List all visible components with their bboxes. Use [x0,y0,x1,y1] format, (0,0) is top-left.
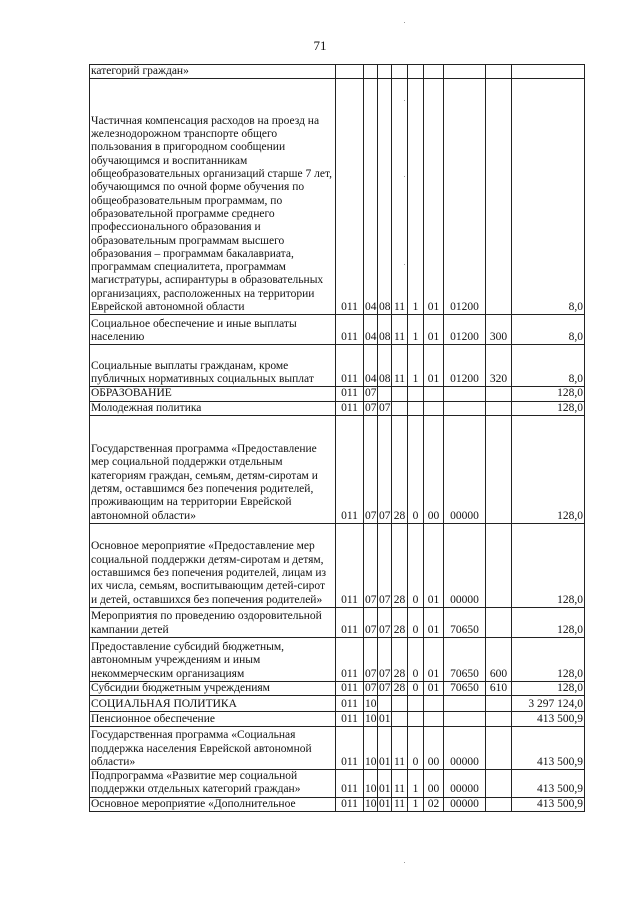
table-row [90,65,585,79]
row-csr4-cell [444,712,486,727]
row-pr-cell: 01 [378,727,392,770]
row-pr-cell: 07 [378,607,392,637]
row-csr2-cell: 1 [408,79,424,315]
table-row [90,387,585,401]
row-csr3-cell: 00 [424,727,444,770]
row-rz-cell: 04 [364,79,378,315]
row-csr1-cell: 11 [392,315,408,345]
row-csr2-cell [408,712,424,727]
row-rz-cell: 04 [364,345,378,387]
row-sum-cell: 128,0 [512,387,585,401]
page-number: 71 [313,38,327,53]
row-csr2-cell [408,401,424,415]
row-pr-cell: 01 [378,770,392,798]
row-csr2-cell: 0 [408,607,424,637]
row-csr3-cell: 00 [424,770,444,798]
table-row [90,696,585,712]
row-rz-cell: 04 [364,315,378,345]
row-rz-cell: 10 [364,727,378,770]
row-pr-cell: 07 [379,401,391,414]
row-csr1-cell [392,387,408,401]
row-name-cell: Государственная программа «Социальная поддержка населения Еврейской автономной области» [90,727,336,770]
table-row [90,637,585,681]
row-sum-cell: 128,0 [512,637,585,681]
row-rz-cell: 07 [365,681,377,694]
row-grbs-cell: 011 [336,696,364,712]
row-rz-cell: 10 [364,770,378,798]
row-sum-cell: 128,0 [512,401,585,415]
row-csr2-cell: 0 [408,523,424,607]
row-pr-cell: 07 [378,523,392,607]
row-name-cell: Молодежная политика [90,401,336,415]
row-pr-cell: 01 [379,797,391,810]
row-rz-cell [364,65,378,79]
row-csr3-cell: 02 [424,797,444,811]
row-csr4-cell: 01200 [444,345,486,387]
row-csr4-cell: 01200 [444,315,486,345]
row-csr4-cell: 00000 [444,797,486,811]
row-csr3-cell: 01 [424,345,444,387]
row-csr3-cell [424,65,444,79]
row-csr2-cell [408,387,424,401]
row-name-cell: Государственная программа «Предоставление мер социальной поддержки отдельным категориям граждан, семьям, детям-сиротам и детям, оставшимся без попечения родителей, проживающим на территории Еврейской автономной области» [90,415,336,523]
row-csr4-cell [444,401,486,415]
row-csr1-cell: 11 [392,345,408,387]
row-csr4-cell [444,65,486,79]
row-grbs-cell: 011 [336,727,364,770]
row-name-cell: Пенсионное обеспечение [90,712,336,727]
row-csr3-cell: 01 [424,79,444,315]
row-csr3-cell [424,387,444,401]
row-rz-cell: 07 [365,401,377,414]
row-csr4-cell: 70650 [444,607,486,637]
row-pr-cell [378,387,392,401]
row-rz-cell: 07 [364,607,378,637]
table-row [90,79,585,315]
row-pr-cell: 07 [378,637,392,681]
row-vr-cell [486,770,512,798]
table-row [90,523,585,607]
row-csr1-cell [392,401,408,415]
row-csr1-cell: 28 [392,637,408,681]
row-vr-cell [486,415,512,523]
row-name-cell: категорий граждан» [90,65,336,79]
row-csr3-cell: 01 [424,637,444,681]
scan-speck [404,264,405,265]
row-pr-cell: 01 [379,712,391,725]
row-csr4-cell [444,696,486,712]
row-vr-cell [486,523,512,607]
table-row [90,607,585,637]
row-grbs-cell [336,65,364,79]
row-sum-cell: 128,0 [512,681,585,695]
row-sum-cell: 413 500,9 [512,727,585,770]
row-name-cell: Основное мероприятие «Дополнительное [90,797,336,811]
row-csr4-cell: 70650 [444,681,486,695]
row-vr-cell: 610 [486,681,512,695]
row-grbs-cell: 011 [336,415,364,523]
row-name-cell: ОБРАЗОВАНИЕ [90,387,336,401]
row-rz-cell: 07 [364,415,378,523]
scan-speck [404,176,405,177]
row-sum-cell: 413 500,9 [512,797,585,811]
row-name-cell: Предоставление субсидий бюджетным, автономным учреждениям и иным некоммерческим организациям [90,637,336,681]
row-grbs-cell: 011 [336,523,364,607]
row-pr-cell [378,65,392,79]
row-csr4-cell [444,387,486,401]
row-csr4-cell: 00000 [444,727,486,770]
row-pr-cell: 08 [378,79,392,315]
row-csr1-cell: 28 [392,607,408,637]
row-pr-cell [378,696,392,712]
row-name-cell: Подпрограмма «Развитие мер социальной поддержки отдельных категорий граждан» [90,770,336,798]
row-csr1-cell: 11 [392,770,408,798]
row-name-cell: Субсидии бюджетным учреждениям [90,681,336,695]
row-pr-cell: 07 [378,415,392,523]
row-vr-cell [486,387,512,401]
row-rz-cell: 07 [364,637,378,681]
row-grbs-cell: 011 [336,681,364,695]
row-csr1-cell [392,696,408,712]
row-name-cell: Социальное обеспечение и иные выплаты населению [90,315,336,345]
row-pr-cell: 08 [378,315,392,345]
row-grbs-cell: 011 [336,387,364,401]
row-name-cell: Мероприятия по проведению оздоровительной кампании детей [90,607,336,637]
row-sum-cell: 8,0 [512,345,585,387]
table-row [90,712,585,727]
row-grbs-cell: 011 [336,770,364,798]
row-csr2-cell: 1 [408,345,424,387]
row-csr2-cell: 1 [408,797,424,811]
row-vr-cell [486,797,512,811]
row-csr4-cell: 00000 [444,415,486,523]
budget-table [89,64,585,812]
row-grbs-cell: 011 [336,345,364,387]
row-vr-cell: 600 [486,637,512,681]
row-name-cell: Основное мероприятие «Предоставление мер социальной поддержки детям-сиротам и детям, оставшимся без попечения родителей, лицам из их числа, семьям, воспитывающим детей-сирот и детей, оставшихся без попечения родителей» [90,523,336,607]
table-row [90,770,585,798]
scan-speck [404,100,405,101]
scan-speck [404,862,405,863]
row-name-cell: Социальные выплаты гражданам, кроме публичных нормативных социальных выплат [90,345,336,387]
row-csr3-cell [424,712,444,727]
row-csr1-cell: 11 [392,727,408,770]
row-vr-cell [486,727,512,770]
row-vr-cell [486,607,512,637]
row-rz-cell: 10 [365,797,377,810]
row-csr2-cell [408,65,424,79]
row-sum-cell: 413 500,9 [512,770,585,798]
row-csr2-cell: 1 [408,770,424,798]
row-sum-cell: 128,0 [512,607,585,637]
row-pr-cell: 07 [379,681,391,694]
row-grbs-cell: 011 [336,79,364,315]
row-grbs-cell: 011 [336,637,364,681]
row-csr2-cell: 0 [408,415,424,523]
row-vr-cell [486,712,512,727]
row-sum-cell: 8,0 [512,315,585,345]
row-csr3-cell: 01 [424,315,444,345]
row-vr-cell: 320 [486,345,512,387]
row-sum-cell [512,65,585,79]
row-csr3-cell: 01 [424,523,444,607]
row-grbs-cell: 011 [336,797,364,811]
row-vr-cell [486,65,512,79]
row-sum-cell: 413 500,9 [512,712,585,727]
row-sum-cell: 128,0 [512,523,585,607]
table-row [90,345,585,387]
row-rz-cell: 10 [364,696,378,712]
row-csr4-cell: 01200 [444,79,486,315]
scan-speck [404,22,405,23]
row-sum-cell: 3 297 124,0 [512,696,585,712]
row-vr-cell [486,401,512,415]
table-row [90,797,585,811]
row-csr1-cell: 28 [392,523,408,607]
row-csr2-cell: 0 [408,727,424,770]
row-grbs-cell: 011 [336,712,364,727]
row-rz-cell: 07 [364,523,378,607]
row-csr2-cell: 0 [408,681,424,695]
row-csr2-cell: 1 [408,315,424,345]
row-csr2-cell [408,696,424,712]
row-csr1-cell: 28 [392,681,408,695]
table-row [90,727,585,770]
row-grbs-cell: 011 [336,315,364,345]
row-csr4-cell: 00000 [444,523,486,607]
row-csr3-cell [424,696,444,712]
row-sum-cell: 8,0 [512,79,585,315]
row-csr1-cell: 11 [392,79,408,315]
row-rz-cell: 10 [365,712,377,725]
row-vr-cell: 300 [486,315,512,345]
row-csr1-cell [392,712,408,727]
row-rz-cell: 07 [365,387,377,400]
row-csr1-cell: 11 [392,797,408,811]
row-csr3-cell: 01 [424,681,444,695]
row-csr4-cell: 70650 [444,637,486,681]
row-csr3-cell: 01 [424,607,444,637]
row-name-cell: Частичная компенсация расходов на проезд на железнодорожном транспорте общего пользования в пригородном сообщении обучающимся и воспитанникам общеобразовательных организаций старше 7 лет, обучающимся по очной форме обучения по общеобразовательным программам, по образовательной программе среднего профессионального образования и образовательным программам высшего образования – программам бакалавриата, программам специалитета, программам магистратуры, аспирантуры в образовательных организациях, расположенных на территории Еврейской автономной области [90,79,336,315]
row-csr2-cell: 0 [408,637,424,681]
table-row [90,315,585,345]
row-csr3-cell [424,401,444,415]
row-csr1-cell [392,65,408,79]
row-sum-cell: 128,0 [512,415,585,523]
row-pr-cell: 08 [378,345,392,387]
row-csr1-cell: 28 [392,415,408,523]
row-csr3-cell: 00 [424,415,444,523]
table-row [90,681,585,695]
row-grbs-cell: 011 [336,401,364,415]
table-row [90,415,585,523]
row-name-cell: СОЦИАЛЬНАЯ ПОЛИТИКА [90,696,336,712]
table-row [90,401,585,415]
row-vr-cell [486,696,512,712]
row-grbs-cell: 011 [336,607,364,637]
row-vr-cell [486,79,512,315]
row-csr4-cell: 00000 [444,770,486,798]
